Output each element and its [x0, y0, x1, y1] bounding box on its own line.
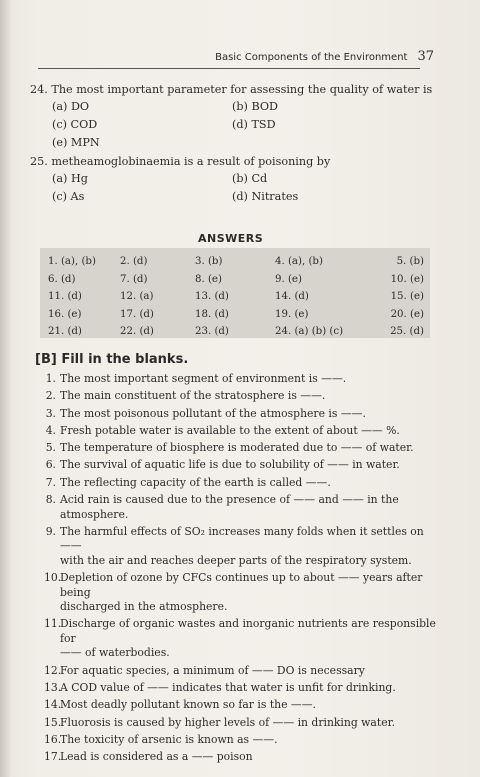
- answer-cell: 14. (d): [275, 291, 309, 302]
- option: (c) COD: [52, 118, 98, 131]
- item-text: A COD value of —— indicates that water is unfit for drinking.: [60, 681, 396, 695]
- item-text-block: [60, 424, 444, 439]
- answer-cell: 10. (e): [390, 273, 424, 285]
- option: (b) Cd: [232, 172, 268, 185]
- fill-blank-item: [44, 733, 444, 748]
- item-text-block: [60, 525, 444, 569]
- fill-blank-item: [44, 407, 444, 422]
- fill-blank-item: [44, 458, 444, 473]
- answer-cell: 5. (b): [396, 256, 424, 267]
- option: (c) As: [52, 190, 85, 203]
- item-number: 15.: [44, 715, 62, 729]
- answer-cell: 11. (d): [48, 291, 82, 302]
- item-text-continuation: atmosphere.: [60, 507, 129, 521]
- item-number: 2.: [45, 389, 56, 403]
- option: (d) TSD: [232, 118, 276, 131]
- item-number: 11.: [44, 617, 62, 631]
- answers-heading: ANSWERS: [198, 232, 264, 245]
- item-text-block: [60, 733, 444, 748]
- answer-cell: 21. (d): [48, 326, 82, 337]
- answer-cell: 16. (e): [48, 308, 82, 320]
- answer-cell: 6. (d): [48, 273, 76, 285]
- question-stem: [30, 82, 440, 98]
- fill-blank-item: [44, 424, 444, 439]
- option-list: [30, 98, 440, 152]
- running-header: [215, 49, 434, 64]
- item-text-block: [60, 407, 444, 422]
- item-number: 5.: [45, 441, 56, 455]
- item-text-block: [60, 571, 444, 615]
- item-text: Most deadly pollutant known so far is the ——.: [60, 698, 316, 712]
- item-text-block: [60, 716, 444, 731]
- item-text: Fresh potable water is available to the extent of about —— %.: [60, 423, 400, 437]
- question-text: metheamoglobinaemia is a result of poisoning by: [51, 155, 331, 168]
- item-text-block: [60, 372, 444, 387]
- item-text: The main constituent of the stratosphere is ——.: [60, 389, 326, 403]
- answer-cell: 24. (a) (b) (c): [275, 326, 344, 337]
- item-number: 3.: [45, 406, 56, 420]
- item-text: For aquatic species, a minimum of —— DO is necessary: [60, 663, 365, 677]
- item-text-block: [60, 441, 444, 456]
- item-number: 6.: [45, 458, 56, 472]
- answer-cell: 22. (d): [120, 326, 154, 337]
- item-number: 4.: [45, 423, 56, 437]
- question-stem: [30, 154, 440, 170]
- item-text-block: [60, 476, 444, 491]
- item-text-block: [60, 681, 444, 696]
- item-text: Acid rain is caused due to the presence of —— and —— in the: [60, 493, 399, 507]
- item-text-continuation: discharged in the atmosphere.: [60, 600, 228, 614]
- item-text: The harmful effects of SO₂ increases many folds when it settles on ——: [60, 524, 424, 553]
- item-text: Lead is considered as a —— poison: [60, 750, 253, 764]
- item-number: 9.: [45, 524, 56, 538]
- item-text-block: [60, 617, 444, 661]
- item-text: Depletion of ozone by CFCs continues up to about —— years after being: [60, 571, 423, 599]
- answer-cell: 13. (d): [195, 291, 229, 302]
- item-text: The reflecting capacity of the earth is called ——.: [60, 475, 331, 489]
- fill-blank-item: [44, 493, 444, 522]
- item-number: 8.: [45, 493, 56, 507]
- fill-blank-item: [44, 372, 444, 387]
- item-number: 13.: [44, 681, 62, 695]
- answer-cell: 7. (d): [120, 273, 148, 285]
- fill-blank-item: [44, 664, 444, 679]
- question-number: 25.: [30, 155, 48, 168]
- item-text-block: [60, 698, 444, 713]
- answer-cell: 12. (a): [120, 291, 154, 302]
- fill-blank-item: [44, 571, 444, 615]
- answer-cell: 20. (e): [390, 308, 424, 320]
- item-text: The temperature of biosphere is moderated due to —— of water.: [60, 441, 414, 455]
- answer-cell: 4. (a), (b): [275, 256, 323, 267]
- item-number: 12.: [44, 663, 62, 677]
- item-text-block: [60, 750, 444, 765]
- item-number: 10.: [44, 571, 62, 585]
- item-number: 7.: [45, 475, 56, 489]
- question-24: [30, 82, 440, 152]
- fill-blank-item: [44, 525, 444, 569]
- option: (a) Hg: [52, 172, 88, 185]
- item-text: The most important segment of environment is ——.: [60, 372, 347, 385]
- answers-grid: [48, 255, 428, 340]
- fill-blank-item: [44, 681, 444, 696]
- answer-cell: 9. (e): [275, 273, 302, 285]
- item-text-continuation: with the air and reaches deeper parts of the respiratory system.: [60, 553, 412, 567]
- answer-cell: 1. (a), (b): [48, 256, 96, 267]
- item-text-block: [60, 458, 444, 473]
- answer-cell: 18. (d): [195, 308, 229, 320]
- answer-cell: 17. (d): [120, 308, 154, 320]
- header-title: Basic Components of the Environment: [215, 52, 408, 63]
- item-text: The most poisonous pollutant of the atmosphere is ——.: [60, 406, 366, 420]
- answer-cell: 8. (e): [195, 273, 222, 285]
- question-text: The most important parameter for assessing the quality of water is: [51, 83, 433, 96]
- option: (b) BOD: [232, 100, 279, 113]
- fill-blank-item: [44, 698, 444, 713]
- item-text-block: [60, 664, 444, 679]
- option: (d) Nitrates: [232, 190, 299, 203]
- item-text: The toxicity of arsenic is known as ——.: [60, 732, 278, 746]
- item-text: Fluorosis is caused by higher levels of —— in drinking water.: [60, 715, 395, 729]
- item-number: 1.: [45, 372, 56, 385]
- question-number: 24.: [30, 83, 48, 96]
- item-text: The survival of aquatic life is due to solubility of —— in water.: [60, 458, 400, 472]
- answer-cell: 25. (d): [390, 326, 424, 337]
- answer-cell: 23. (d): [195, 326, 229, 337]
- fill-blank-item: [44, 389, 444, 404]
- item-text-block: [60, 389, 444, 404]
- book-spine-shadow: [0, 0, 10, 777]
- option: (e) MPN: [52, 136, 100, 149]
- question-25: [30, 154, 440, 206]
- fill-blank-item: [44, 617, 444, 661]
- answer-cell: 3. (b): [195, 256, 223, 267]
- fill-blank-item: [44, 476, 444, 491]
- section-heading: [B] Fill in the blanks.: [35, 352, 189, 367]
- item-text-continuation: —— of waterbodies.: [60, 646, 170, 660]
- fill-blank-item: [44, 716, 444, 731]
- answer-cell: 2. (d): [120, 256, 148, 267]
- option-list: [30, 170, 440, 206]
- answer-cell: 15. (e): [390, 291, 424, 302]
- item-number: 16.: [44, 732, 62, 746]
- header-rule: [38, 68, 420, 69]
- answer-cell: 19. (e): [275, 308, 309, 320]
- fill-blank-list: [44, 372, 444, 768]
- item-number: 14.: [44, 698, 62, 712]
- item-text: Discharge of organic wastes and inorganic nutrients are responsible for: [60, 617, 436, 645]
- fill-blank-item: [44, 750, 444, 765]
- page-number: 37: [417, 49, 434, 64]
- item-text-block: [60, 493, 444, 522]
- item-number: 17.: [44, 750, 62, 764]
- option: (a) DO: [52, 100, 90, 113]
- fill-blank-item: [44, 441, 444, 456]
